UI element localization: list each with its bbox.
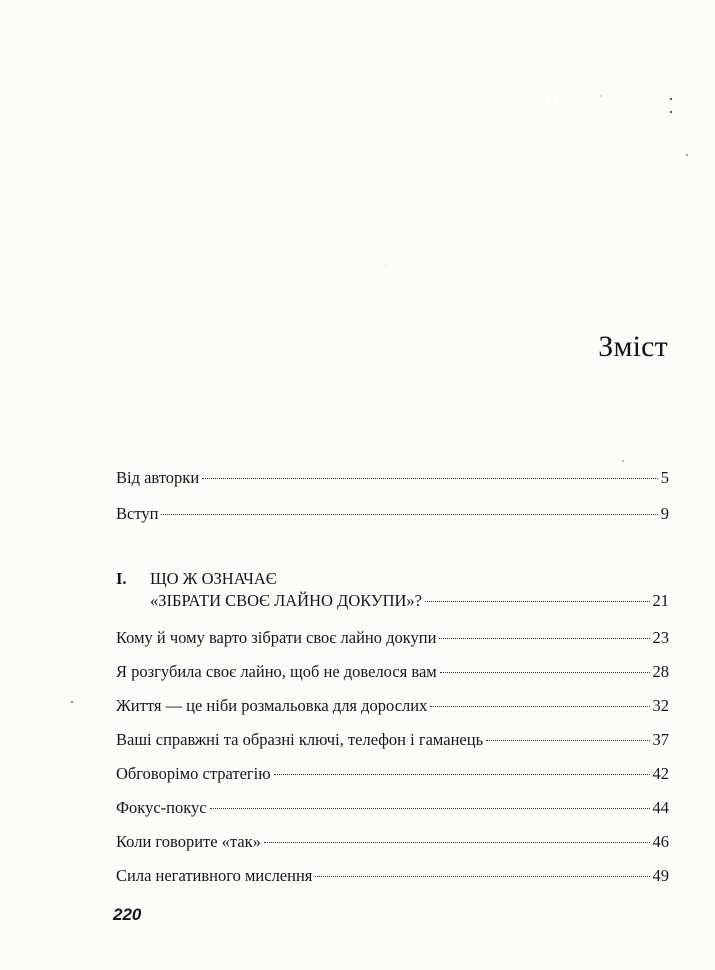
chapter-number: I. <box>116 569 127 588</box>
toc-page-number: 44 <box>652 798 669 817</box>
dot-leader <box>430 706 649 707</box>
toc-entry[interactable] <box>116 764 669 784</box>
toc-page-number: 23 <box>652 628 669 647</box>
dot-leader <box>202 478 658 479</box>
toc-page-number: 9 <box>660 504 669 523</box>
toc-entry-label: Фокус-покус <box>116 798 207 817</box>
dot-leader <box>315 876 649 877</box>
page-title: Зміст <box>598 330 668 363</box>
toc-entry-label: Від авторки <box>116 468 200 487</box>
toc-page-number: 28 <box>652 662 669 681</box>
dot-leader <box>486 740 649 741</box>
toc-entry-label: Вступ <box>116 504 159 523</box>
toc-entry[interactable] <box>116 730 669 750</box>
page-number-footer: 220 <box>113 905 142 924</box>
dot-leader <box>264 842 650 843</box>
toc-page-number: 37 <box>652 730 669 749</box>
dot-leader <box>274 774 650 775</box>
toc-entry-label: Обговорімо стратегію <box>116 764 271 783</box>
toc-page-number: 46 <box>652 832 669 851</box>
toc-entry-label: Ваші справжні та образні ключі, телефон і гаманець <box>116 730 484 749</box>
dot-leader <box>440 672 650 673</box>
toc-page-number: 21 <box>652 591 669 610</box>
toc-entry[interactable] <box>116 662 669 682</box>
toc-entry-label: Я розгубила своє лайно, щоб не довелося вам <box>116 662 437 681</box>
toc-entry-label: Сила негативного мислення <box>116 866 313 885</box>
toc-entry-from-author[interactable] <box>116 468 669 488</box>
chapter-title-line1: ЩО Ж ОЗНАЧАЄ <box>150 569 277 588</box>
dot-leader <box>210 808 650 809</box>
dot-leader <box>425 601 650 602</box>
toc-entry[interactable] <box>116 628 669 648</box>
toc-page-number: 5 <box>660 468 669 487</box>
dot-leader <box>161 514 657 515</box>
chapter-title-line2: «ЗІБРАТИ СВОЄ ЛАЙНО ДОКУПИ»? <box>150 591 422 610</box>
toc-entry-label: Кому й чому варто зібрати своє лайно докупи <box>116 628 437 647</box>
toc-entry-intro[interactable] <box>116 504 669 524</box>
toc-entry[interactable] <box>116 798 669 818</box>
toc-entry[interactable] <box>116 696 669 716</box>
toc-page-number: 42 <box>652 764 669 783</box>
toc-chapter-1[interactable] <box>116 568 669 612</box>
dot-leader <box>439 638 649 639</box>
toc-page-number: 49 <box>652 866 669 885</box>
toc-page-number: 32 <box>652 696 669 715</box>
toc-entry-label: Коли говорите «так» <box>116 832 261 851</box>
toc-entry[interactable] <box>116 832 669 852</box>
toc-entry[interactable] <box>116 866 669 886</box>
table-of-contents <box>116 468 669 886</box>
toc-entry-label: Життя — це ніби розмальовка для дорослих <box>116 696 428 715</box>
